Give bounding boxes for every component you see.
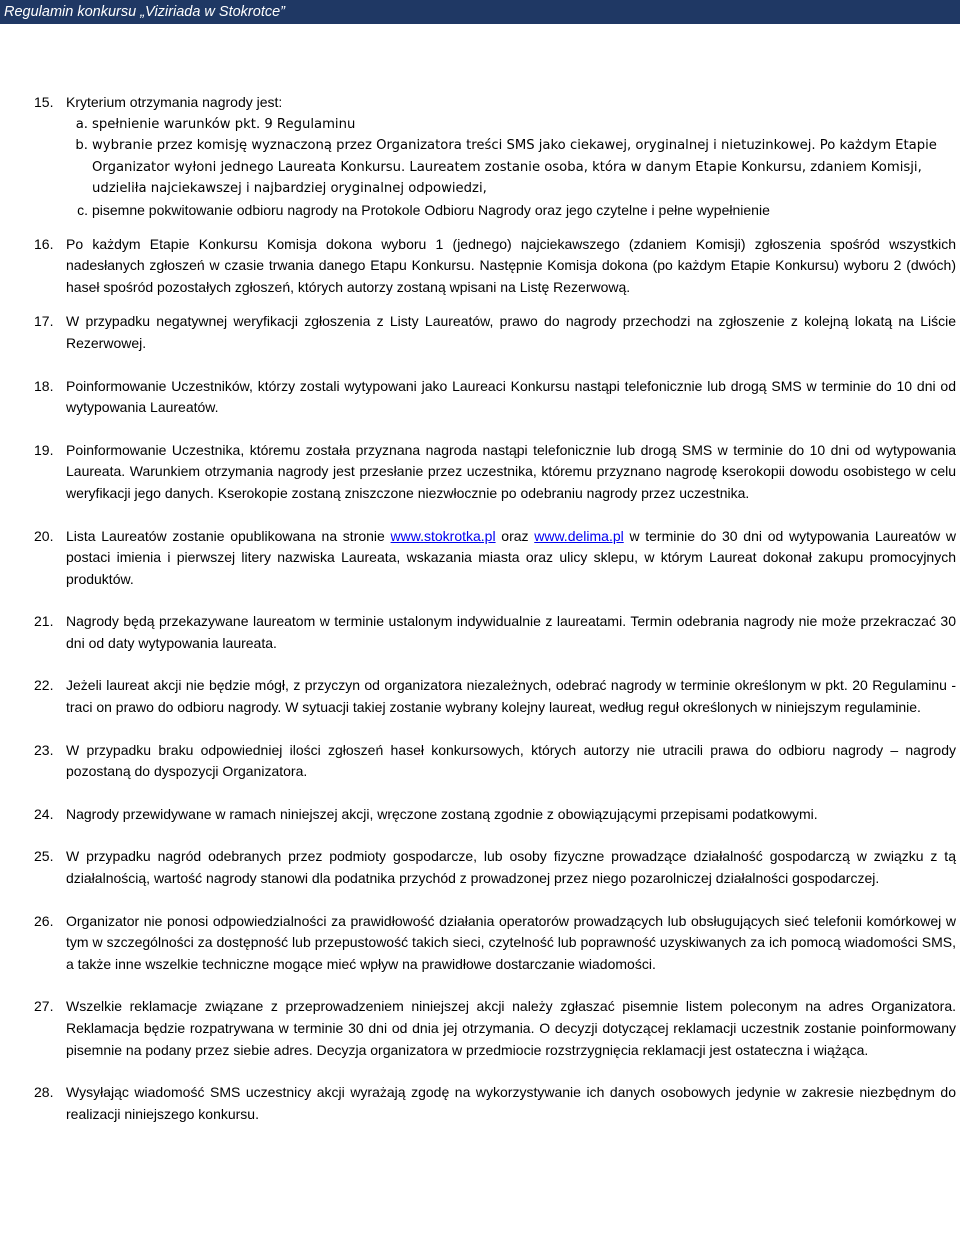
clause-number: 23.	[34, 741, 54, 758]
subclause-text: pisemne pokwitowanie odbioru nagrody na Protokole Odbioru Nagrody oraz jego czytelne i pełne wypełnienie	[92, 201, 770, 218]
clause-text: Jeżeli laureat akcji nie będzie mógł, z przyczyn od organizatora niezależnych, odebrać nagrody w terminie określonym w pkt. 20 Regulaminu - traci on prawo do odbioru nagrody. W sytuacji takiej zostanie wybrany kolejny laureat, według reguł określonych w niniejszym regulaminie.	[66, 677, 956, 716]
clause-number: 16.	[34, 235, 54, 252]
clause-text: Poinformowanie Uczestnika, któremu została przyznana nagroda nastąpi telefonicznie lub drogą SMS w terminie do 10 dni od wytypowania Laureata. Warunkiem otrzymania nagrody jest przesłanie przez uczestnika, któremu przyznano nagrodę kserokopii dowodu osobistego w celu weryfikacji jego danych. Kserokopie zostaną zniszczone niezwłocznie po odebraniu nagrody przez uczestnika.	[66, 441, 956, 501]
clause-19	[0, 440, 960, 505]
clause-text: W przypadku braku odpowiedniej ilości zgłoszeń haseł konkursowych, których autorzy nie utracili prawa do odbioru nagrody – nagrody pozostaną do dyspozycji Organizatora.	[66, 741, 956, 780]
clause-16	[0, 234, 960, 299]
clause-20	[0, 526, 960, 591]
clause-number: 26.	[34, 912, 54, 929]
clause-18	[0, 376, 960, 419]
clause-text-part: oraz	[495, 527, 535, 544]
subclause-letter: a.	[75, 116, 88, 132]
clause-text: W przypadku negatywnej weryfikacji zgłoszenia z Listy Laureatów, prawo do nagrody przechodzi na zgłoszenie z kolejną lokatą na Liście Rezerwowej.	[66, 313, 956, 351]
clause-number: 19.	[34, 441, 54, 458]
clause-number: 15.	[34, 94, 54, 110]
subclause-c	[0, 200, 950, 222]
subclause-text: spełnienie warunków pkt. 9 Regulaminu	[92, 116, 356, 132]
clause-number: 21.	[34, 613, 54, 630]
regulation-content	[0, 92, 960, 1125]
clause-number: 18.	[34, 377, 54, 394]
clause-17	[0, 311, 960, 354]
clause-text: Po każdym Etapie Konkursu Komisja dokona wyboru 1 (jednego) najciekawszego (zdaniem Komisji) zgłoszenia spośród wszystkich nadesłanych zgłoszeń w czasie trwania danego Etapu Konkursu. Następnie Komisja dokona (po każdym Etapie Konkursu) wyboru 2 (dwóch) haseł spośród pozostałych zgłoszeń, których autorzy zostaną wpisani na Listę Rezerwową.	[66, 235, 956, 295]
clause-title: Kryterium otrzymania nagrody jest:	[66, 94, 283, 110]
subclause-letter: c.	[77, 201, 88, 218]
clause-15	[0, 92, 960, 114]
clause-number: 24.	[34, 805, 54, 822]
clause-28	[0, 1082, 960, 1125]
clause-number: 22.	[34, 677, 54, 694]
clause-text: Wszelkie reklamacje związane z przeprowadzeniem niniejszej akcji należy zgłaszać pisemnie listem poleconym na adres Organizatora. Reklamacja będzie rozpatrywana w terminie 30 dni od dnia jej otrzymania. O decyzji dotyczącej reklamacji uczestnik zostanie poinformowany pisemnie na podany przez siebie adres. Decyzja organizatora w przedmiocie rozstrzygnięcia reklamacji jest ostateczna i wiążąca.	[66, 998, 956, 1058]
clause-number: 27.	[34, 998, 54, 1015]
clause-26	[0, 911, 960, 976]
clause-number: 17.	[34, 313, 54, 330]
subclause-letter: b.	[75, 138, 88, 154]
delima-link[interactable]: www.delima.pl	[534, 527, 624, 544]
clause-text: Poinformowanie Uczestników, którzy zostali wytypowani jako Laureaci Konkursu nastąpi telefonicznie lub drogą SMS w terminie do 10 dni od wytypowania Laureatów.	[66, 377, 956, 416]
clause-text	[66, 526, 956, 591]
document-header	[0, 0, 960, 24]
clause-number: 25.	[34, 848, 54, 865]
document-title: Regulamin konkursu „Viziriada w Stokrotce”	[4, 4, 285, 20]
clause-text: Nagrody będą przekazywane laureatom w terminie ustalonym indywidualnie z laureatami. Termin odebrania nagrody nie może przekraczać 30 dni od daty wytypowania laureata.	[66, 613, 956, 651]
clause-number: 20.	[34, 527, 54, 544]
clause-27	[0, 996, 960, 1061]
clause-25	[0, 846, 960, 889]
stokrotka-link[interactable]: www.stokrotka.pl	[390, 527, 496, 544]
clause-text-part: Lista Laureatów zostanie opublikowana na stronie	[66, 527, 391, 544]
clause-23	[0, 740, 960, 783]
clause-text: Wysyłając wiadomość SMS uczestnicy akcji wyrażają zgodę na wykorzystywanie ich danych osobowych jedynie w zakresie niezbędnym do realizacji niniejszego konkursu.	[66, 1084, 956, 1122]
clause-text: Organizator nie ponosi odpowiedzialności za prawidłowość działania operatorów prowadzących lub obsługujących sieć telefonii komórkowej w tym w szczególności za dostępność lub przepustowość takich sieci, czytelność lub poprawność uzyskiwanych za ich pomocą wiadomości SMS, a także inne wszelkie techniczne mogące mieć wpływ na prawidłowe dostarczanie wiadomości.	[66, 912, 956, 972]
clause-text-part: w terminie do 30 dni od wytypowania Laureatów w postaci imienia i pierwszej litery nazwiska Laureata, wskazania miasta oraz ulicy sklepu, w którym Laureat dokonał zakupu promocyjnych produktów.	[66, 527, 957, 587]
clause-21	[0, 611, 960, 654]
clause-24	[0, 804, 960, 826]
subclause-b	[0, 135, 950, 200]
clause-text: Nagrody przewidywane w ramach niniejszej akcji, wręczone zostaną zgodnie z obowiązującymi przepisami podatkowymi.	[66, 805, 818, 822]
clause-number: 28.	[34, 1084, 54, 1101]
subclause-a	[0, 114, 950, 136]
subclause-text: wybranie przez komisję wyznaczoną przez Organizatora treści SMS jako ciekawej, oryginalnej i nietuzinkowej. Po każdym Etapie Organizator wyłoni jednego Laureata Konkursu. Laureatem zostanie osoba, która w danym Etapie Konkursu, zdaniem Komisji, udzieliła najciekawszej i najbardziej oryginalnej odpowiedzi,	[92, 138, 937, 197]
clause-22	[0, 675, 960, 718]
clause-text: W przypadku nagród odebranych przez podmioty gospodarcze, lub osoby fizyczne prowadzące działalność gospodarczą w związku z tą działalnością, wartość nagrody stanowi dla podatnika przychód z prowadzonej przez niego pozarolniczej działalności gospodarczej.	[66, 848, 956, 887]
